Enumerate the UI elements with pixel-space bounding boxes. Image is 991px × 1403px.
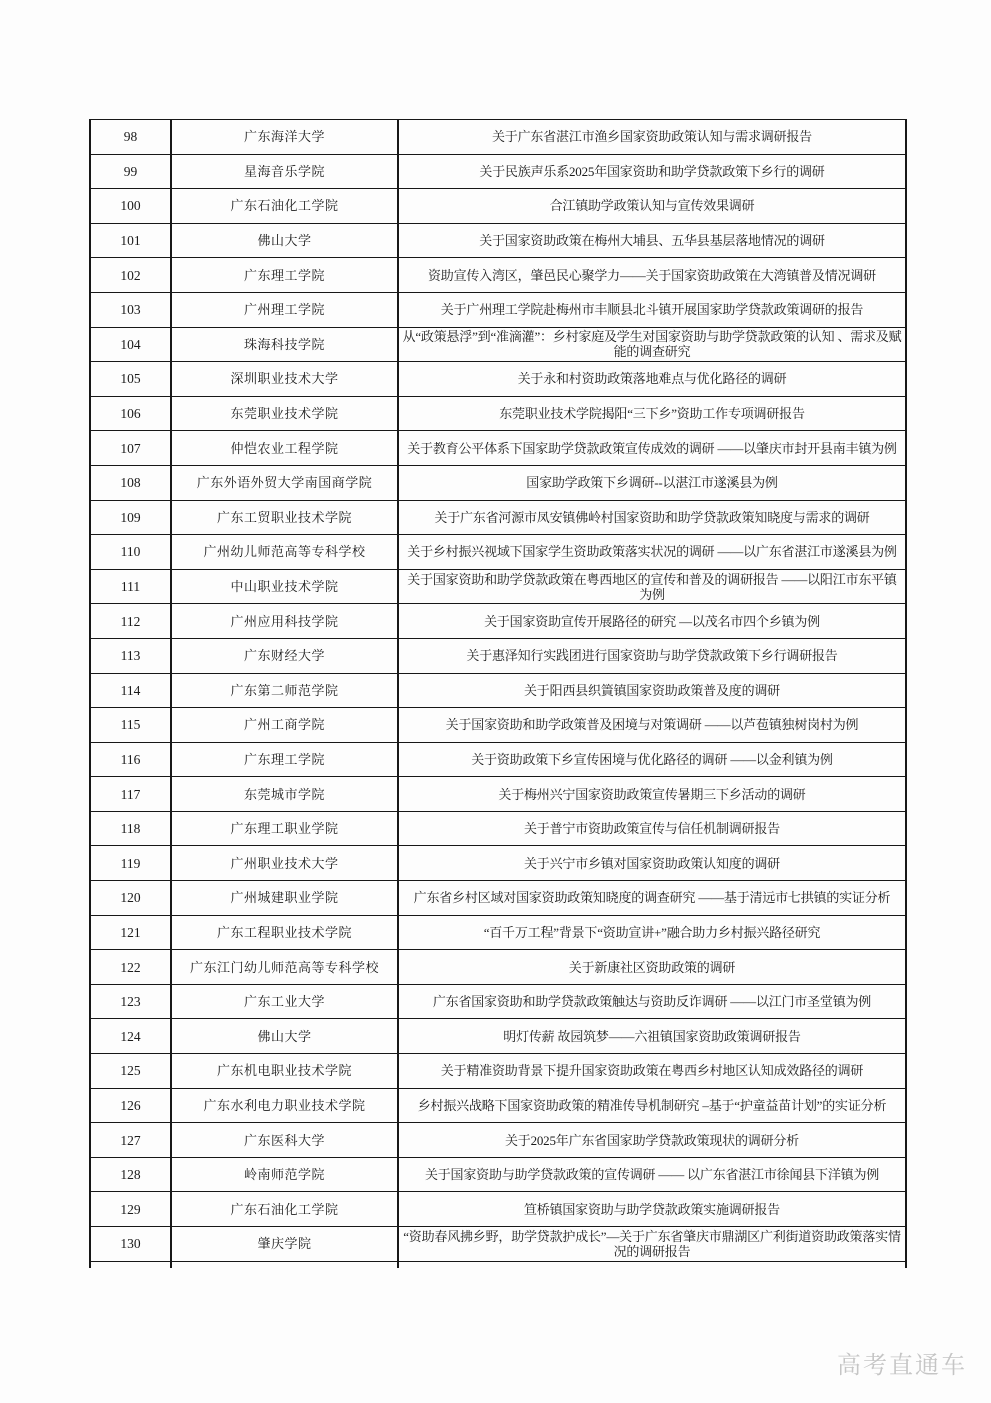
table-row bbox=[90, 708, 906, 743]
row-number-cell: 123 bbox=[90, 984, 171, 1019]
table-row bbox=[90, 1123, 906, 1158]
project-title-cell: 关于2025年广东省国家助学贷款政策现状的调研分析 bbox=[398, 1123, 906, 1158]
table-row bbox=[90, 742, 906, 777]
school-name-cell: 广东理工学院 bbox=[171, 258, 398, 293]
school-name-cell: 广东石油化工学院 bbox=[171, 189, 398, 224]
school-name-cell: 广州工商学院 bbox=[171, 708, 398, 743]
table-row bbox=[90, 292, 906, 327]
school-name-cell: 肇庆学院 bbox=[171, 1227, 398, 1262]
row-number-cell: 130 bbox=[90, 1227, 171, 1262]
row-number-cell: 118 bbox=[90, 811, 171, 846]
table-row bbox=[90, 881, 906, 916]
row-number-cell: 126 bbox=[90, 1088, 171, 1123]
row-number-cell: 127 bbox=[90, 1123, 171, 1158]
table-row bbox=[90, 258, 906, 293]
school-name-cell: 广东第二师范学院 bbox=[171, 673, 398, 708]
table-row bbox=[90, 1192, 906, 1227]
table-row bbox=[90, 846, 906, 881]
school-name-cell: 广东工程职业技术学院 bbox=[171, 915, 398, 950]
project-title-cell: 广东省乡村区域对国家资助政策知晓度的调查研究 ——基于清远市七拱镇的实证分析 bbox=[398, 881, 906, 916]
page-break-stub-cell bbox=[90, 1261, 171, 1268]
school-name-cell: 广州城建职业学院 bbox=[171, 881, 398, 916]
row-number-cell: 109 bbox=[90, 500, 171, 535]
project-title-cell: 关于阳西县织篢镇国家资助政策普及度的调研 bbox=[398, 673, 906, 708]
school-name-cell: 广州职业技术大学 bbox=[171, 846, 398, 881]
table-row bbox=[90, 950, 906, 985]
table-row bbox=[90, 604, 906, 639]
school-name-cell: 深圳职业技术大学 bbox=[171, 362, 398, 397]
project-title-cell: 关于民族声乐系2025年国家资助和助学贷款政策下乡行的调研 bbox=[398, 154, 906, 189]
table-row bbox=[90, 638, 906, 673]
project-title-cell: “百千万工程”背景下“资助宣讲+”融合助力乡村振兴路径研究 bbox=[398, 915, 906, 950]
project-title-cell: 关于广东省湛江市渔乡国家资助政策认知与需求调研报告 bbox=[398, 120, 906, 155]
row-number-cell: 100 bbox=[90, 189, 171, 224]
project-title-cell: 广东省国家资助和助学贷款政策触达与资助反诈调研 ——以江门市圣堂镇为例 bbox=[398, 984, 906, 1019]
row-number-cell: 103 bbox=[90, 292, 171, 327]
row-number-cell: 106 bbox=[90, 396, 171, 431]
row-number-cell: 120 bbox=[90, 881, 171, 916]
project-title-cell: 关于教育公平体系下国家助学贷款政策宣传成效的调研 ——以肇庆市封开县南丰镇为例 bbox=[398, 431, 906, 466]
table-row bbox=[90, 500, 906, 535]
project-title-cell: “资助春风拂乡野，助学贷款护成长”—关于广东省肇庆市鼎湖区广利街道资助政策落实情况的调研报告 bbox=[398, 1227, 906, 1262]
row-number-cell: 113 bbox=[90, 638, 171, 673]
table-row bbox=[90, 327, 906, 362]
project-title-cell: 关于国家资助和助学政策普及困境与对策调研 ——以芦苞镇独树岗村为例 bbox=[398, 708, 906, 743]
school-name-cell: 佛山大学 bbox=[171, 1019, 398, 1054]
row-number-cell: 98 bbox=[90, 120, 171, 155]
project-title-cell: 关于国家资助宣传开展路径的研究 —以茂名市四个乡镇为例 bbox=[398, 604, 906, 639]
school-name-cell: 岭南师范学院 bbox=[171, 1157, 398, 1192]
school-name-cell: 广东水利电力职业技术学院 bbox=[171, 1088, 398, 1123]
table-row bbox=[90, 1088, 906, 1123]
table-row bbox=[90, 120, 906, 155]
table-row bbox=[90, 569, 906, 604]
table-row bbox=[90, 465, 906, 500]
project-title-cell: 合江镇助学政策认知与宣传效果调研 bbox=[398, 189, 906, 224]
project-title-cell: 关于精准资助背景下提升国家资助政策在粤西乡村地区认知成效路径的调研 bbox=[398, 1054, 906, 1089]
table-row bbox=[90, 777, 906, 812]
project-title-cell: 从“政策悬浮”到“准滴灌”：乡村家庭及学生对国家资助与助学贷款政策的认知 、需求及赋能的调查研究 bbox=[398, 327, 906, 362]
school-name-cell: 星海音乐学院 bbox=[171, 154, 398, 189]
school-name-cell: 广州理工学院 bbox=[171, 292, 398, 327]
project-title-cell: 关于永和村资助政策落地难点与优化路径的调研 bbox=[398, 362, 906, 397]
project-title-cell: 关于广州理工学院赴梅州市丰顺县北斗镇开展国家助学贷款政策调研的报告 bbox=[398, 292, 906, 327]
row-number-cell: 110 bbox=[90, 535, 171, 570]
project-title-cell: 关于国家资助与助学贷款政策的宣传调研 —— 以广东省湛江市徐闻县下洋镇为例 bbox=[398, 1157, 906, 1192]
row-number-cell: 107 bbox=[90, 431, 171, 466]
row-number-cell: 122 bbox=[90, 950, 171, 985]
row-number-cell: 111 bbox=[90, 569, 171, 604]
school-name-cell: 广东海洋大学 bbox=[171, 120, 398, 155]
row-number-cell: 128 bbox=[90, 1157, 171, 1192]
row-number-cell: 99 bbox=[90, 154, 171, 189]
project-title-cell: 国家助学政策下乡调研--以湛江市遂溪县为例 bbox=[398, 465, 906, 500]
school-name-cell: 广州应用科技学院 bbox=[171, 604, 398, 639]
watermark-text: 高考直通车 bbox=[837, 1353, 967, 1379]
row-number-cell: 115 bbox=[90, 708, 171, 743]
row-number-cell: 125 bbox=[90, 1054, 171, 1089]
table-row bbox=[90, 396, 906, 431]
project-title-cell: 东莞职业技术学院揭阳“三下乡”资助工作专项调研报告 bbox=[398, 396, 906, 431]
project-list-table bbox=[89, 119, 907, 1268]
project-title-cell: 关于新康社区资助政策的调研 bbox=[398, 950, 906, 985]
row-number-cell: 102 bbox=[90, 258, 171, 293]
row-number-cell: 112 bbox=[90, 604, 171, 639]
school-name-cell: 仲恺农业工程学院 bbox=[171, 431, 398, 466]
page-break-stub-cell bbox=[398, 1261, 906, 1268]
school-name-cell: 东莞城市学院 bbox=[171, 777, 398, 812]
table-row bbox=[90, 915, 906, 950]
school-name-cell: 广东财经大学 bbox=[171, 638, 398, 673]
project-title-cell: 关于惠泽知行实践团进行国家资助与助学贷款政策下乡行调研报告 bbox=[398, 638, 906, 673]
school-name-cell: 珠海科技学院 bbox=[171, 327, 398, 362]
project-title-cell: 乡村振兴战略下国家资助政策的精准传导机制研究 –基于“护童益苗计划”的实证分析 bbox=[398, 1088, 906, 1123]
row-number-cell: 114 bbox=[90, 673, 171, 708]
table-body bbox=[90, 120, 906, 1269]
table-row bbox=[90, 1019, 906, 1054]
row-number-cell: 101 bbox=[90, 223, 171, 258]
school-name-cell: 佛山大学 bbox=[171, 223, 398, 258]
project-title-cell: 关于广东省河源市凤安镇佛岭村国家资助和助学贷款政策知晓度与需求的调研 bbox=[398, 500, 906, 535]
school-name-cell: 广东江门幼儿师范高等专科学校 bbox=[171, 950, 398, 985]
table-row bbox=[90, 431, 906, 466]
table-row bbox=[90, 154, 906, 189]
page-break-stub-row bbox=[90, 1261, 906, 1268]
row-number-cell: 119 bbox=[90, 846, 171, 881]
table-row bbox=[90, 189, 906, 224]
table-row bbox=[90, 1227, 906, 1262]
row-number-cell: 108 bbox=[90, 465, 171, 500]
project-title-cell: 关于国家资助政策在梅州大埔县、五华县基层落地情况的调研 bbox=[398, 223, 906, 258]
school-name-cell: 中山职业技术学院 bbox=[171, 569, 398, 604]
project-title-cell: 笪桥镇国家资助与助学贷款政策实施调研报告 bbox=[398, 1192, 906, 1227]
school-name-cell: 广州幼儿师范高等专科学校 bbox=[171, 535, 398, 570]
table-row bbox=[90, 223, 906, 258]
page-break-stub-cell bbox=[171, 1261, 398, 1268]
school-name-cell: 广东外语外贸大学南国商学院 bbox=[171, 465, 398, 500]
school-name-cell: 广东机电职业技术学院 bbox=[171, 1054, 398, 1089]
school-name-cell: 广东医科大学 bbox=[171, 1123, 398, 1158]
table-row bbox=[90, 984, 906, 1019]
table-row bbox=[90, 1157, 906, 1192]
project-title-cell: 关于普宁市资助政策宣传与信任机制调研报告 bbox=[398, 811, 906, 846]
row-number-cell: 117 bbox=[90, 777, 171, 812]
school-name-cell: 广东石油化工学院 bbox=[171, 1192, 398, 1227]
row-number-cell: 124 bbox=[90, 1019, 171, 1054]
table-row bbox=[90, 1054, 906, 1089]
school-name-cell: 广东工贸职业技术学院 bbox=[171, 500, 398, 535]
school-name-cell: 广东理工学院 bbox=[171, 742, 398, 777]
table-row bbox=[90, 535, 906, 570]
row-number-cell: 105 bbox=[90, 362, 171, 397]
project-title-cell: 关于梅州兴宁国家资助政策宣传暑期三下乡活动的调研 bbox=[398, 777, 906, 812]
table-row bbox=[90, 673, 906, 708]
project-title-cell: 关于兴宁市乡镇对国家资助政策认知度的调研 bbox=[398, 846, 906, 881]
school-name-cell: 广东工业大学 bbox=[171, 984, 398, 1019]
table-row bbox=[90, 811, 906, 846]
table-row bbox=[90, 362, 906, 397]
project-title-cell: 关于国家资助和助学贷款政策在粤西地区的宣传和普及的调研报告 ——以阳江市东平镇为例 bbox=[398, 569, 906, 604]
project-title-cell: 明灯传薪 故园筑梦——六祖镇国家资助政策调研报告 bbox=[398, 1019, 906, 1054]
school-name-cell: 东莞职业技术学院 bbox=[171, 396, 398, 431]
row-number-cell: 129 bbox=[90, 1192, 171, 1227]
school-name-cell: 广东理工职业学院 bbox=[171, 811, 398, 846]
row-number-cell: 104 bbox=[90, 327, 171, 362]
project-title-cell: 资助宣传入湾区，肇邑民心聚学力——关于国家资助政策在大湾镇普及情况调研 bbox=[398, 258, 906, 293]
project-title-cell: 关于乡村振兴视域下国家学生资助政策落实状况的调研 ——以广东省湛江市遂溪县为例 bbox=[398, 535, 906, 570]
row-number-cell: 116 bbox=[90, 742, 171, 777]
row-number-cell: 121 bbox=[90, 915, 171, 950]
project-title-cell: 关于资助政策下乡宣传困境与优化路径的调研 ——以金利镇为例 bbox=[398, 742, 906, 777]
